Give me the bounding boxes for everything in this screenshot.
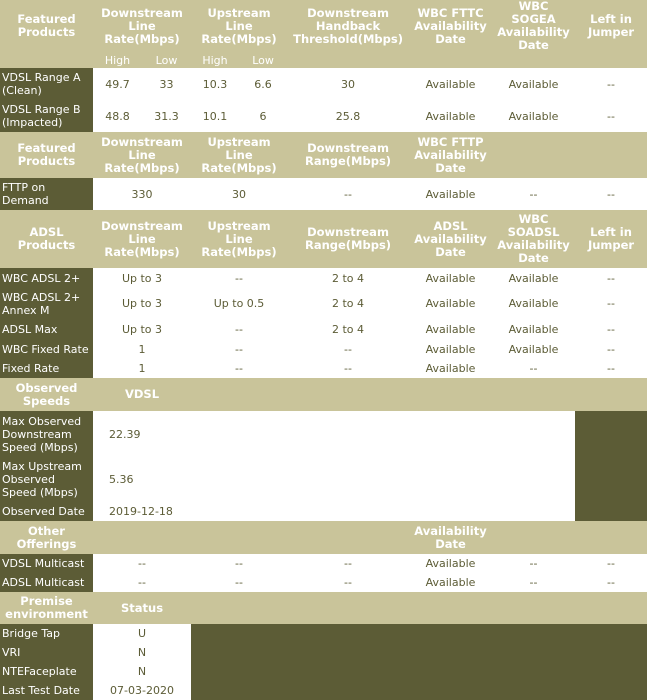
offering-jumper: --	[575, 554, 647, 573]
left-in-jumper: --	[575, 340, 647, 359]
table-row	[0, 359, 647, 378]
downstream-range: --	[287, 178, 409, 210]
upstream-rate: 30	[191, 178, 287, 210]
header-vdsl: VDSL	[93, 378, 191, 411]
premise-label: NTEFaceplate	[2, 665, 77, 678]
table-row	[0, 178, 647, 210]
adsl-header-row	[0, 210, 647, 268]
table-row	[0, 662, 647, 681]
header-left-in-jumper: Left in Jumper	[575, 0, 647, 52]
left-in-jumper: --	[575, 100, 647, 132]
header-left-in-jumper: Left in Jumper	[575, 210, 647, 268]
downstream-range: 2 to 4	[287, 319, 409, 340]
table-row	[0, 268, 647, 288]
observed-header-row	[0, 378, 647, 411]
left-in-jumper: --	[575, 178, 647, 210]
soadsl-availability: Available	[492, 288, 575, 319]
upstream-low: 6.6	[239, 68, 287, 100]
adsl-availability: Available	[409, 268, 492, 288]
left-in-jumper: --	[575, 359, 647, 378]
table-row	[0, 68, 647, 100]
upstream-rate: --	[191, 359, 287, 378]
header-downstream-rate: Downstream Line Rate(Mbps)	[93, 0, 191, 52]
left-in-jumper: --	[575, 288, 647, 319]
observed-label: Observed Date	[2, 504, 85, 518]
header-downstream-range: Downstream Range(Mbps)	[287, 210, 409, 268]
header-featured-products: Featured Products	[0, 132, 93, 178]
observed-label: Max Upstream Observed Speed (Mbps)	[2, 459, 82, 499]
offering-availability: Available	[409, 554, 492, 573]
table-row	[0, 681, 647, 700]
fttc-availability: Available	[409, 100, 492, 132]
left-in-jumper: --	[575, 68, 647, 100]
sogea-availability: Available	[492, 68, 575, 100]
sogea-availability: Available	[492, 100, 575, 132]
downstream-rate: 330	[93, 178, 191, 210]
downstream-low: 31.3	[142, 100, 191, 132]
handback-threshold: 30	[287, 68, 409, 100]
header-soadsl-availability: WBC SOADSL Availability Date	[492, 210, 575, 268]
observed-value: 2019-12-18	[93, 501, 191, 521]
premise-header-row	[0, 592, 647, 624]
downstream-rate: Up to 3	[93, 319, 191, 340]
sub-low: Low	[142, 52, 191, 68]
upstream-high: 10.1	[191, 100, 239, 132]
adsl-availability: Available	[409, 319, 492, 340]
sub-high: High	[93, 52, 142, 68]
soadsl-availability: Available	[492, 340, 575, 359]
table-row	[0, 411, 647, 457]
adsl-availability: Available	[409, 359, 492, 378]
header-observed-speeds: Observed Speeds	[0, 378, 93, 411]
header-downstream-rate: Downstream Line Rate(Mbps)	[93, 210, 191, 268]
table-row	[0, 624, 647, 643]
premise-value: 07-03-2020	[93, 681, 191, 700]
downstream-range: --	[287, 359, 409, 378]
observed-label: Max Observed Downstream Speed (Mbps)	[2, 414, 82, 454]
soadsl-availability: Available	[492, 319, 575, 340]
adsl-availability: Available	[409, 288, 492, 319]
fttc-header-row	[0, 0, 647, 52]
soadsl-availability: Available	[492, 268, 575, 288]
offering-name: VDSL Multicast	[2, 557, 85, 570]
upstream-rate: --	[191, 268, 287, 288]
downstream-rate: 1	[93, 359, 191, 378]
premise-label: Bridge Tap	[2, 627, 60, 640]
fttc-subheader-row	[0, 52, 647, 68]
header-adsl-availability: ADSL Availability Date	[409, 210, 492, 268]
fttc-availability: Available	[409, 68, 492, 100]
downstream-high: 48.8	[93, 100, 142, 132]
downstream-rate: Up to 3	[93, 288, 191, 319]
left-in-jumper: --	[575, 319, 647, 340]
left-in-jumper: --	[575, 268, 647, 288]
product-name: WBC ADSL 2+	[2, 271, 81, 285]
sub-low: Low	[239, 52, 287, 68]
product-name: VDSL Range B (Impacted)	[2, 103, 81, 129]
header-adsl-products: ADSL Products	[0, 210, 93, 268]
table-row	[0, 288, 647, 319]
upstream-rate: --	[191, 319, 287, 340]
header-premise-environment: Premise environment	[0, 592, 93, 624]
product-name: Fixed Rate	[2, 362, 60, 375]
product-name: ADSL Max	[2, 323, 58, 336]
header-fttp-availability: WBC FTTP Availability Date	[409, 132, 492, 178]
header-availability-date: Availability Date	[409, 521, 492, 554]
offering-sogea: --	[492, 573, 575, 592]
premise-label: Last Test Date	[2, 684, 80, 697]
product-name: FTTP on Demand	[2, 181, 49, 207]
downstream-rate: Up to 3	[93, 268, 191, 288]
premise-value: N	[93, 662, 191, 681]
soadsl-availability: --	[492, 359, 575, 378]
downstream-high: 49.7	[93, 68, 142, 100]
header-sogea-availability: WBC SOGEA Availability Date	[492, 0, 575, 52]
product-name: WBC Fixed Rate	[2, 343, 89, 356]
downstream-rate: 1	[93, 340, 191, 359]
offering-upstream: --	[191, 573, 287, 592]
product-name: VDSL Range A (Clean)	[2, 71, 81, 97]
header-downstream-rate: Downstream Line Rate(Mbps)	[93, 132, 191, 178]
product-name: WBC ADSL 2+ Annex M	[2, 290, 81, 317]
fttp-header-row	[0, 132, 647, 178]
premise-value: N	[93, 643, 191, 662]
offering-jumper: --	[575, 573, 647, 592]
header-upstream-rate: Upstream Line Rate(Mbps)	[191, 132, 287, 178]
downstream-low: 33	[142, 68, 191, 100]
observed-value: 22.39	[93, 411, 191, 457]
table-row	[0, 457, 647, 501]
offering-range: --	[287, 573, 409, 592]
upstream-rate: --	[191, 340, 287, 359]
table-row	[0, 554, 647, 573]
header-other-offerings: Other Offerings	[0, 521, 93, 554]
premise-label: VRI	[2, 646, 21, 659]
table-row	[0, 643, 647, 662]
handback-threshold: 25.8	[287, 100, 409, 132]
adsl-availability: Available	[409, 340, 492, 359]
downstream-range: --	[287, 340, 409, 359]
header-upstream-rate: Upstream Line Rate(Mbps)	[191, 210, 287, 268]
table-row	[0, 340, 647, 359]
fttp-availability: Available	[409, 178, 492, 210]
header-fttc-availability: WBC FTTC Availability Date	[409, 0, 492, 52]
observed-value: 5.36	[93, 457, 191, 501]
sogea-availability: --	[492, 178, 575, 210]
table-row	[0, 501, 647, 521]
header-status: Status	[93, 592, 191, 624]
header-upstream-rate: Upstream Line Rate(Mbps)	[191, 0, 287, 52]
downstream-range: 2 to 4	[287, 288, 409, 319]
header-handback-threshold: Downstream Handback Threshold(Mbps)	[287, 0, 409, 52]
header-featured-products: Featured Products	[0, 0, 93, 52]
table-row	[0, 319, 647, 340]
premise-value: U	[93, 624, 191, 643]
upstream-high: 10.3	[191, 68, 239, 100]
offering-range: --	[287, 554, 409, 573]
offering-downstream: --	[93, 573, 191, 592]
offering-availability: Available	[409, 573, 492, 592]
upstream-rate: Up to 0.5	[191, 288, 287, 319]
table-row	[0, 573, 647, 592]
table-row	[0, 100, 647, 132]
upstream-low: 6	[239, 100, 287, 132]
offering-sogea: --	[492, 554, 575, 573]
offering-downstream: --	[93, 554, 191, 573]
sub-high: High	[191, 52, 239, 68]
offering-upstream: --	[191, 554, 287, 573]
downstream-range: 2 to 4	[287, 268, 409, 288]
header-downstream-range: Downstream Range(Mbps)	[287, 132, 409, 178]
offering-name: ADSL Multicast	[2, 576, 85, 589]
other-header-row	[0, 521, 647, 554]
